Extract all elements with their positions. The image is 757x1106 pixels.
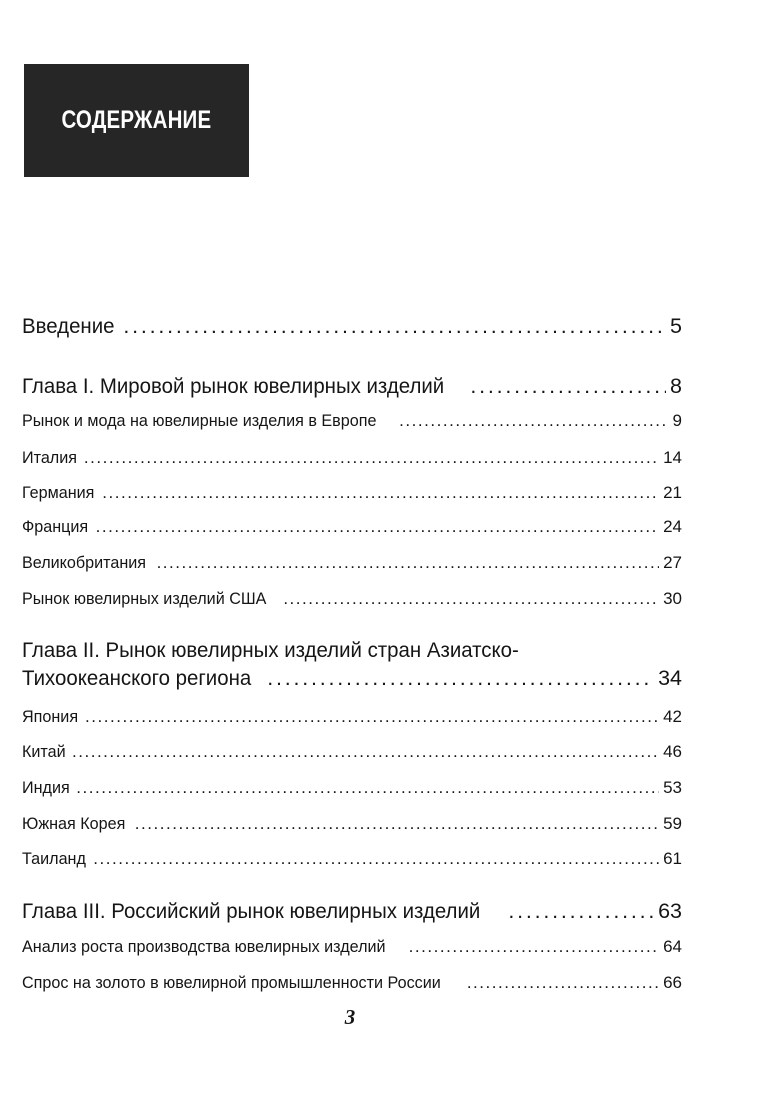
toc-entry-page: 63 — [658, 899, 682, 923]
toc-entry-germany[interactable] — [22, 483, 682, 503]
toc-entry-production-growth[interactable] — [22, 937, 682, 957]
toc-entry-page: 27 — [663, 553, 682, 572]
toc-entry-south-korea[interactable] — [22, 814, 682, 834]
toc-entry-page: 42 — [663, 707, 682, 726]
toc-entry-page: 5 — [670, 314, 682, 338]
toc-leader-dots — [72, 742, 659, 762]
toc-entry-label: Рынок и мода на ювелирные изделия в Европе — [22, 411, 377, 430]
toc-entry-label: Анализ роста производства ювелирных изделий — [22, 937, 386, 956]
toc-entry-label: Германия — [22, 483, 95, 502]
toc-leader-dots — [93, 849, 659, 869]
toc-entry-india[interactable] — [22, 778, 682, 798]
toc-leader-dots — [267, 666, 654, 691]
toc-entry-italy[interactable] — [22, 448, 682, 468]
toc-entry-label: Введение — [22, 314, 115, 338]
toc-leader-dots — [76, 778, 659, 798]
toc-entry-label: Индия — [22, 778, 70, 797]
toc-entry-page: 24 — [663, 517, 682, 536]
toc-entry-thailand[interactable] — [22, 849, 682, 869]
toc-leader-dots — [157, 553, 660, 573]
toc-entry-page: 59 — [663, 814, 682, 833]
toc-entry-label-line2: Тихоокеанского региона — [22, 666, 252, 690]
contents-title: СОДЕРЖАНИЕ — [61, 106, 212, 134]
toc-entry-page: 9 — [672, 411, 682, 430]
toc-entry-label: Китай — [22, 742, 66, 761]
toc-entry-page: 64 — [663, 937, 682, 956]
toc-entry-europe[interactable] — [22, 411, 682, 431]
toc-entry-page: 46 — [663, 742, 682, 761]
toc-entry-page: 53 — [663, 778, 682, 797]
toc-entry-great-britain[interactable] — [22, 553, 682, 573]
toc-entry-label: Рынок ювелирных изделий США — [22, 589, 267, 608]
toc-entry-label: Италия — [22, 448, 77, 467]
toc-entry-label: Великобритания — [22, 553, 147, 572]
toc-entry-page: 34 — [658, 666, 682, 690]
toc-leader-dots — [85, 707, 659, 727]
toc-leader-dots — [409, 937, 659, 957]
toc-leader-dots — [123, 314, 666, 339]
toc-entry-label: Спрос на золото в ювелирной промышленности России — [22, 973, 441, 992]
toc-leader-dots — [470, 374, 666, 399]
page-number: 3 — [344, 1005, 356, 1029]
toc-entry-introduction[interactable] — [22, 314, 682, 339]
toc-entry-chapter-2[interactable] — [22, 638, 682, 691]
toc-entry-china[interactable] — [22, 742, 682, 762]
toc-entry-chapter-3[interactable] — [22, 899, 682, 924]
toc-leader-dots — [135, 814, 659, 834]
toc-entry-france[interactable] — [22, 517, 682, 537]
toc-leader-dots — [96, 517, 659, 537]
toc-leader-dots — [84, 448, 659, 468]
toc-leader-dots — [508, 899, 654, 924]
toc-entry-japan[interactable] — [22, 707, 682, 727]
toc-entry-page: 14 — [663, 448, 682, 467]
toc-entry-page: 21 — [663, 483, 682, 502]
toc-leader-dots — [102, 483, 659, 503]
toc-entry-label: Япония — [22, 707, 79, 726]
toc-leader-dots — [467, 973, 659, 993]
toc-entry-label-line1: Глава II. Рынок ювелирных изделий стран Азиатско- — [22, 638, 519, 662]
toc-entry-chapter-1[interactable] — [22, 374, 682, 399]
toc-entry-page: 30 — [663, 589, 682, 608]
toc-entry-label: Глава III. Российский рынок ювелирных изделий — [22, 899, 481, 923]
toc-entry-page: 61 — [663, 849, 682, 868]
toc-entry-label: Франция — [22, 517, 89, 536]
toc-entry-usa[interactable] — [22, 589, 682, 609]
toc-leader-dots — [399, 411, 668, 431]
contents-banner — [24, 64, 249, 177]
toc-entry-label: Таиланд — [22, 849, 86, 868]
toc-entry-page: 8 — [670, 374, 682, 398]
toc-leader-dots — [283, 589, 659, 609]
toc-entry-gold-demand[interactable] — [22, 973, 682, 993]
toc-entry-label: Южная Корея — [22, 814, 126, 833]
toc-entry-label: Глава I. Мировой рынок ювелирных изделий — [22, 374, 445, 398]
toc-entry-page: 66 — [663, 973, 682, 992]
